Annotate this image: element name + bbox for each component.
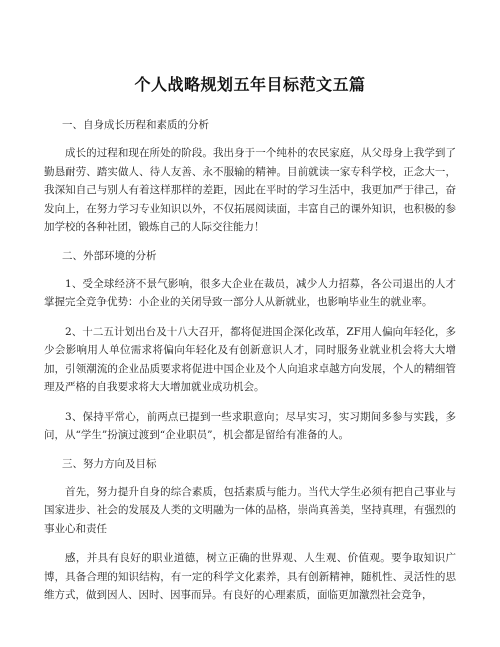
paragraph: 首先，努力提升自身的综合素质，包括素质与能力。当代大学生必须有把自己事业与国家进步、社会的发展及人类的文明融为一体的品格，崇尚真善美，坚持真理，有强烈的事业心和责任 — [44, 485, 456, 535]
section-heading: 一、自身成长历程和素质的分析 — [62, 119, 209, 131]
paragraph: 3、保持平常心，前两点已提到一些求职意向；尽早实习，实习期间多参与实践，多问，从“学生”扮演过渡到“企业职员”，机会都是留给有准备的人。 — [44, 410, 456, 441]
document-title: 个人战略规划五年目标范文五篇 — [134, 75, 366, 94]
section-heading: 二、外部环境的分析 — [62, 249, 157, 262]
paragraph: 感，并具有良好的职业道德，树立正确的世界观、人生观、价值观。要争取知识广博，具备合理的知识结构，有一定的科学文化素养，具有创新精神，随机性、灵活性的思维方式，做到因人、因时、因事而异。有良好的心理素质，面临更加激烈社会竞争， — [44, 552, 456, 601]
section-heading: 三、努力方向及目标 — [62, 457, 157, 470]
paragraph: 2、十二五计划出台及十八大召开，都将促进国企深化改革，ZF用人偏向年轻化，多少会影响用人单位需求将偏向年轻化及有创新意识人才，同时服务业就业机会将大大增加，引领潮流的企业品质要求将促进中国企业及个人向追求卓越方向发展，个人的精细管理及严格的自我要求将大大增加就业成功机会。 — [44, 325, 456, 393]
paragraph: 成长的过程和现在所处的阶段。我出身于一个纯朴的农民家庭，从父母身上我学到了勤恳耐劳、踏实做人、待人友善、永不服输的精神。目前就读一家专科学校，正念大一，我深知自己与别人有着这样那样的差距，因此在平时的学习生活中，我更加严于律己，奋发向上，在努力学习专业知识以外，不仅拓展阅读面，丰富自己的课外知识，也积极的参加学校的各种社团，锻炼自己的人际交往能力！ — [44, 147, 456, 233]
paragraph: 1、受全球经济不景气影响，很多大企业在裁员，减少人力招募，各公司退出的人才掌握完全竞争优势：小企业的关闭导致一部分人从新就业，也影响毕业生的就业率。 — [44, 277, 456, 308]
